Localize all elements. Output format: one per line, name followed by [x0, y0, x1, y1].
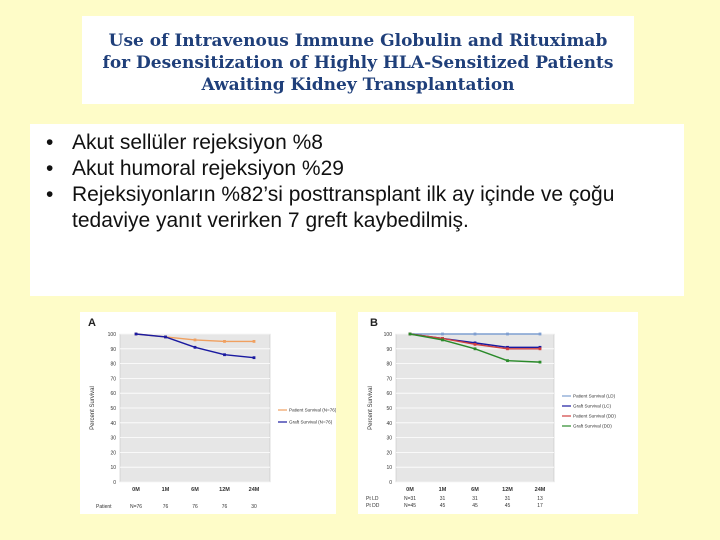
data-point: [253, 356, 256, 359]
data-point: [135, 333, 138, 336]
y-tick-label: 60: [386, 391, 392, 398]
data-point: [164, 336, 167, 339]
chart-panel-a: [80, 312, 336, 514]
x-tick-label: 6M: [471, 487, 479, 493]
y-tick-label: 50: [386, 406, 392, 412]
data-point: [539, 333, 542, 336]
legend-entry: Patient Survival (LD): [573, 393, 616, 399]
at-risk-value: 76: [192, 504, 198, 510]
data-point: [506, 359, 509, 362]
legend-entry: Graft Survival (N=76): [289, 419, 333, 425]
legend-entry: Graft Survival (DD): [573, 423, 612, 429]
legend-entry: Patient Survival (N=76): [289, 407, 336, 413]
at-risk-value: 45: [472, 503, 478, 509]
data-point: [539, 347, 542, 350]
y-tick-label: 40: [110, 420, 116, 427]
data-point: [194, 346, 197, 349]
y-axis-label: Percent Survival: [368, 386, 374, 430]
data-point: [441, 333, 444, 336]
data-point: [474, 347, 477, 350]
at-risk-value: 13: [537, 496, 543, 502]
data-point: [539, 361, 542, 364]
x-tick-label: 0M: [132, 487, 140, 493]
legend-entry: Patient Survival (DD): [573, 413, 616, 419]
x-tick-label: 6M: [191, 487, 199, 493]
x-tick-label: 0M: [406, 487, 414, 493]
at-risk-value: 17: [537, 503, 543, 509]
data-point: [223, 353, 226, 356]
y-tick-label: 90: [110, 346, 116, 353]
title-line-2: for Desensitization of Highly HLA-Sensitized Patients: [102, 53, 614, 73]
at-risk-label: Patient: [96, 504, 112, 510]
panel-label: B: [370, 317, 378, 329]
data-point: [506, 333, 509, 336]
y-tick-label: 30: [386, 435, 392, 442]
y-tick-label: 0: [113, 480, 116, 486]
y-tick-label: 30: [110, 435, 116, 442]
at-risk-value: 45: [439, 503, 446, 509]
at-risk-value: 30: [251, 504, 257, 510]
legend-entry: Graft Survival (LC): [573, 403, 612, 409]
bullet-item: • Akut humoral rejeksiyon %29: [72, 156, 684, 182]
data-point: [506, 347, 509, 350]
y-tick-label: 80: [110, 361, 116, 368]
y-tick-label: 70: [110, 376, 116, 383]
x-tick-label: 24M: [534, 487, 546, 493]
slide-title: [82, 16, 634, 104]
data-point: [474, 333, 477, 336]
data-point: [194, 339, 197, 342]
y-tick-label: 100: [107, 332, 116, 338]
at-risk-value: 45: [504, 503, 511, 509]
y-tick-label: 10: [386, 465, 392, 472]
x-tick-label: 12M: [502, 487, 513, 493]
survival-chart-b: [358, 312, 638, 514]
data-point: [253, 340, 256, 343]
x-tick-label: 24M: [248, 487, 260, 493]
at-risk-value: N=76: [129, 504, 143, 510]
y-tick-label: 20: [110, 450, 116, 457]
y-tick-label: 60: [110, 391, 116, 398]
y-tick-label: 80: [386, 361, 392, 368]
bullet-list: [30, 124, 684, 234]
panel-label: A: [88, 317, 96, 329]
at-risk-value: 76: [162, 504, 169, 510]
at-risk-value: 31: [439, 496, 446, 502]
at-risk-value: N=45: [403, 503, 417, 509]
at-risk-label: Pt DD: [366, 503, 380, 509]
y-tick-label: 10: [110, 465, 116, 472]
at-risk-label: Pt LD: [366, 496, 379, 502]
at-risk-value: 76: [221, 504, 228, 510]
data-point: [409, 333, 412, 336]
x-tick-label: 1M: [161, 487, 170, 493]
data-point: [223, 340, 226, 343]
y-tick-label: 70: [386, 376, 392, 383]
chart-panel-b: [358, 312, 638, 514]
at-risk-value: 31: [504, 496, 511, 502]
bullet-item: • Rejeksiyonların %82’si posttransplant ilk ay içinde ve çoğu tedaviye yanıt verirken 7 greft kaybedilmiş.: [72, 182, 684, 234]
y-tick-label: 100: [383, 332, 392, 338]
y-tick-label: 0: [389, 480, 392, 486]
bullet-item: • Akut sellüler rejeksiyon %8: [72, 130, 684, 156]
at-risk-value: 31: [472, 496, 478, 502]
at-risk-value: N=31: [403, 496, 417, 502]
x-tick-label: 1M: [438, 487, 447, 493]
data-point: [474, 343, 477, 346]
y-tick-label: 50: [110, 406, 116, 412]
y-tick-label: 20: [386, 450, 392, 457]
y-axis-label: Percent Survival: [90, 386, 96, 430]
data-point: [441, 339, 444, 342]
y-tick-label: 40: [386, 420, 392, 427]
bullet-box: [30, 124, 684, 296]
x-tick-label: 12M: [219, 487, 230, 493]
title-line-3: Awaiting Kidney Transplantation: [201, 75, 515, 95]
survival-chart-a: [80, 312, 336, 514]
y-tick-label: 90: [386, 346, 392, 353]
title-line-1: Use of Intravenous Immune Globulin and Rituximab: [108, 31, 608, 51]
